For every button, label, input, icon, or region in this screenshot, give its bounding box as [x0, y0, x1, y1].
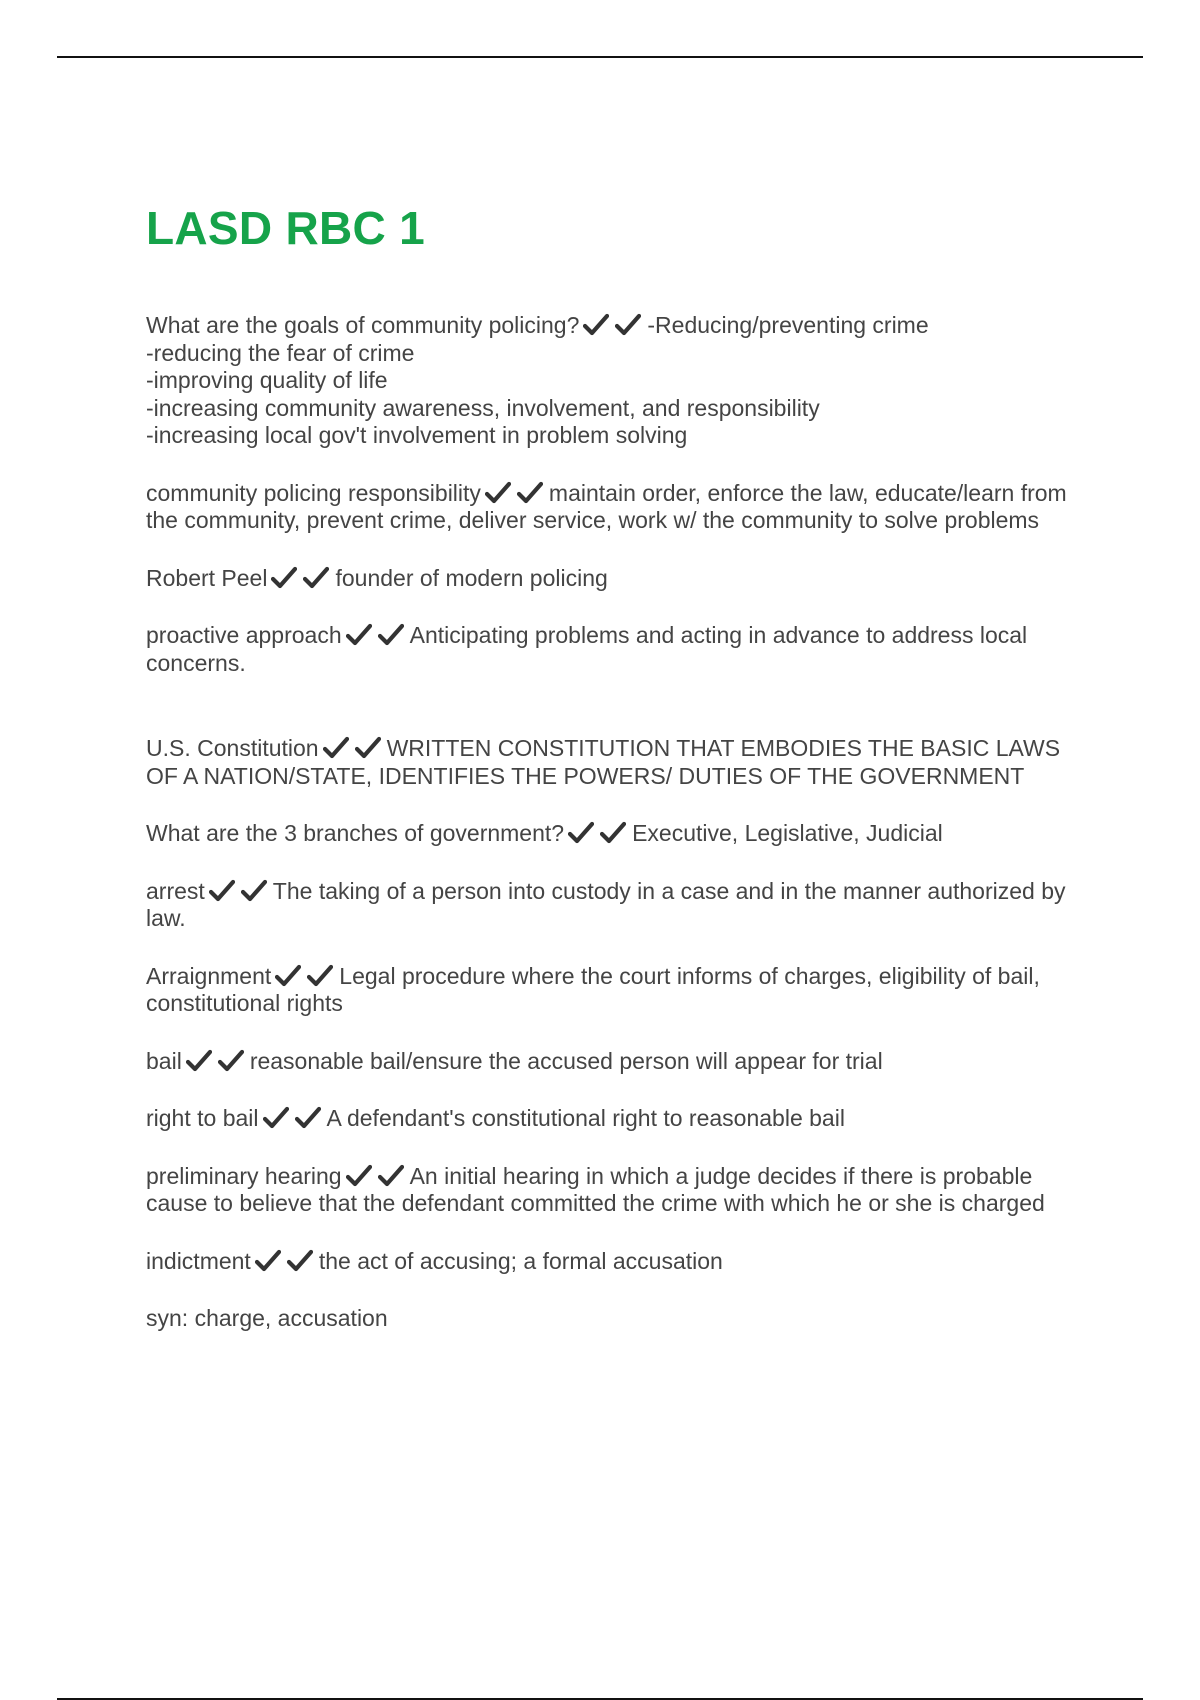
checkmark-icon	[255, 1249, 281, 1273]
checkmark-icon	[271, 566, 297, 590]
flashcard-definition: Legal procedure where the court informs of charges, eligibility of bail, constitutional rights	[146, 962, 1040, 1016]
flashcard	[146, 565, 1086, 593]
definition-line: -increasing community awareness, involvement, and responsibility	[146, 394, 820, 421]
checkmark-icon	[583, 313, 609, 337]
flashcard-term: What are the 3 branches of government?	[146, 820, 565, 846]
checkmark-icon	[346, 1164, 372, 1188]
flashcard-definition: The taking of a person into custody in a case and in the manner authorized by law.	[146, 877, 1066, 931]
document-content	[146, 196, 1086, 1363]
flashcard-definition: Anticipating problems and acting in advance to address local concerns.	[146, 622, 1028, 676]
answer-separator	[275, 964, 333, 988]
flashcard-definition: founder of modern policing	[335, 564, 608, 591]
flashcard-definition: Executive, Legislative, Judicial	[632, 820, 943, 846]
answer-separator	[255, 1249, 313, 1273]
checkmark-icon	[209, 879, 235, 903]
trailing-note: syn: charge, accusation	[146, 1305, 388, 1331]
flashcard-term: right to bail	[146, 1105, 259, 1131]
checkmark-icon	[600, 821, 626, 845]
checkmark-icon	[346, 623, 372, 647]
flashcard-definition: -Reducing/preventing crime	[647, 312, 929, 338]
checkmark-icon	[307, 964, 333, 988]
flashcard-term: Robert Peel	[146, 564, 268, 591]
checkmark-icon	[303, 566, 329, 590]
answer-separator	[346, 623, 404, 647]
flashcard-definition: WRITTEN CONSTITUTION THAT EMBODIES THE BASIC LAWS OF A NATION/STATE, IDENTIFIES THE POWERS/ DUTIES OF THE GOVERNMENT	[146, 735, 1061, 789]
answer-separator	[485, 481, 543, 505]
answer-separator	[346, 1164, 404, 1188]
flashcard	[146, 963, 1086, 1018]
flashcard-term: community policing responsibility	[146, 479, 481, 506]
flashcard-term: bail	[146, 1047, 182, 1074]
checkmark-icon	[568, 821, 594, 845]
flashcard-term: What are the goals of community policing?	[146, 312, 580, 338]
flashcard-term: arrest	[146, 877, 205, 904]
flashcard	[146, 312, 1086, 450]
checkmark-icon	[263, 1106, 289, 1130]
checkmark-icon	[615, 313, 641, 337]
answer-separator	[583, 313, 641, 337]
flashcard-definition: A defendant's constitutional right to reasonable bail	[326, 1105, 845, 1131]
answer-separator	[271, 566, 329, 590]
flashcard-list	[146, 312, 1086, 1333]
flashcard-definition: maintain order, enforce the law, educate/learn from the community, prevent crime, deliver service, work w/ the community to solve problems	[146, 479, 1067, 533]
definition-line: -increasing local gov't involvement in problem solving	[146, 422, 688, 448]
checkmark-icon	[295, 1106, 321, 1130]
flashcard	[146, 820, 1086, 848]
checkmark-icon	[218, 1049, 244, 1073]
checkmark-icon	[485, 481, 511, 505]
checkmark-icon	[378, 1164, 404, 1188]
definition-line: -reducing the fear of crime	[146, 339, 415, 366]
answer-separator	[186, 1049, 244, 1073]
answer-separator	[263, 1106, 321, 1130]
flashcard	[146, 480, 1086, 535]
flashcard-term: Arraignment	[146, 962, 272, 989]
checkmark-icon	[241, 879, 267, 903]
flashcard-definition: An initial hearing in which a judge decides if there is probable cause to believe that the defendant committed the crime with which he or she is charged	[146, 1162, 1045, 1216]
answer-separator	[209, 879, 267, 903]
flashcard	[146, 878, 1086, 933]
flashcard-definition: reasonable bail/ensure the accused person will appear for trial	[249, 1047, 883, 1074]
checkmark-icon	[275, 964, 301, 988]
checkmark-icon	[186, 1049, 212, 1073]
flashcard	[146, 622, 1086, 677]
flashcard-term: preliminary hearing	[146, 1162, 342, 1189]
flashcard	[146, 1163, 1086, 1218]
flashcard	[146, 1248, 1086, 1276]
checkmark-icon	[378, 623, 404, 647]
flashcard	[146, 1105, 1086, 1133]
checkmark-icon	[287, 1249, 313, 1273]
document-title: LASD RBC 1	[146, 202, 426, 254]
flashcard	[146, 1048, 1086, 1076]
answer-separator	[568, 821, 626, 845]
top-divider	[57, 56, 1143, 58]
definition-line: -improving quality of life	[146, 367, 388, 393]
checkmark-icon	[323, 736, 349, 760]
checkmark-icon	[517, 481, 543, 505]
answer-separator	[323, 736, 381, 760]
flashcard	[146, 735, 1086, 790]
flashcard-term: proactive approach	[146, 622, 342, 648]
checkmark-icon	[355, 736, 381, 760]
flashcard-term: U.S. Constitution	[146, 735, 319, 761]
flashcard-term: indictment	[146, 1247, 251, 1274]
flashcard-definition: the act of accusing; a formal accusation	[318, 1247, 723, 1274]
